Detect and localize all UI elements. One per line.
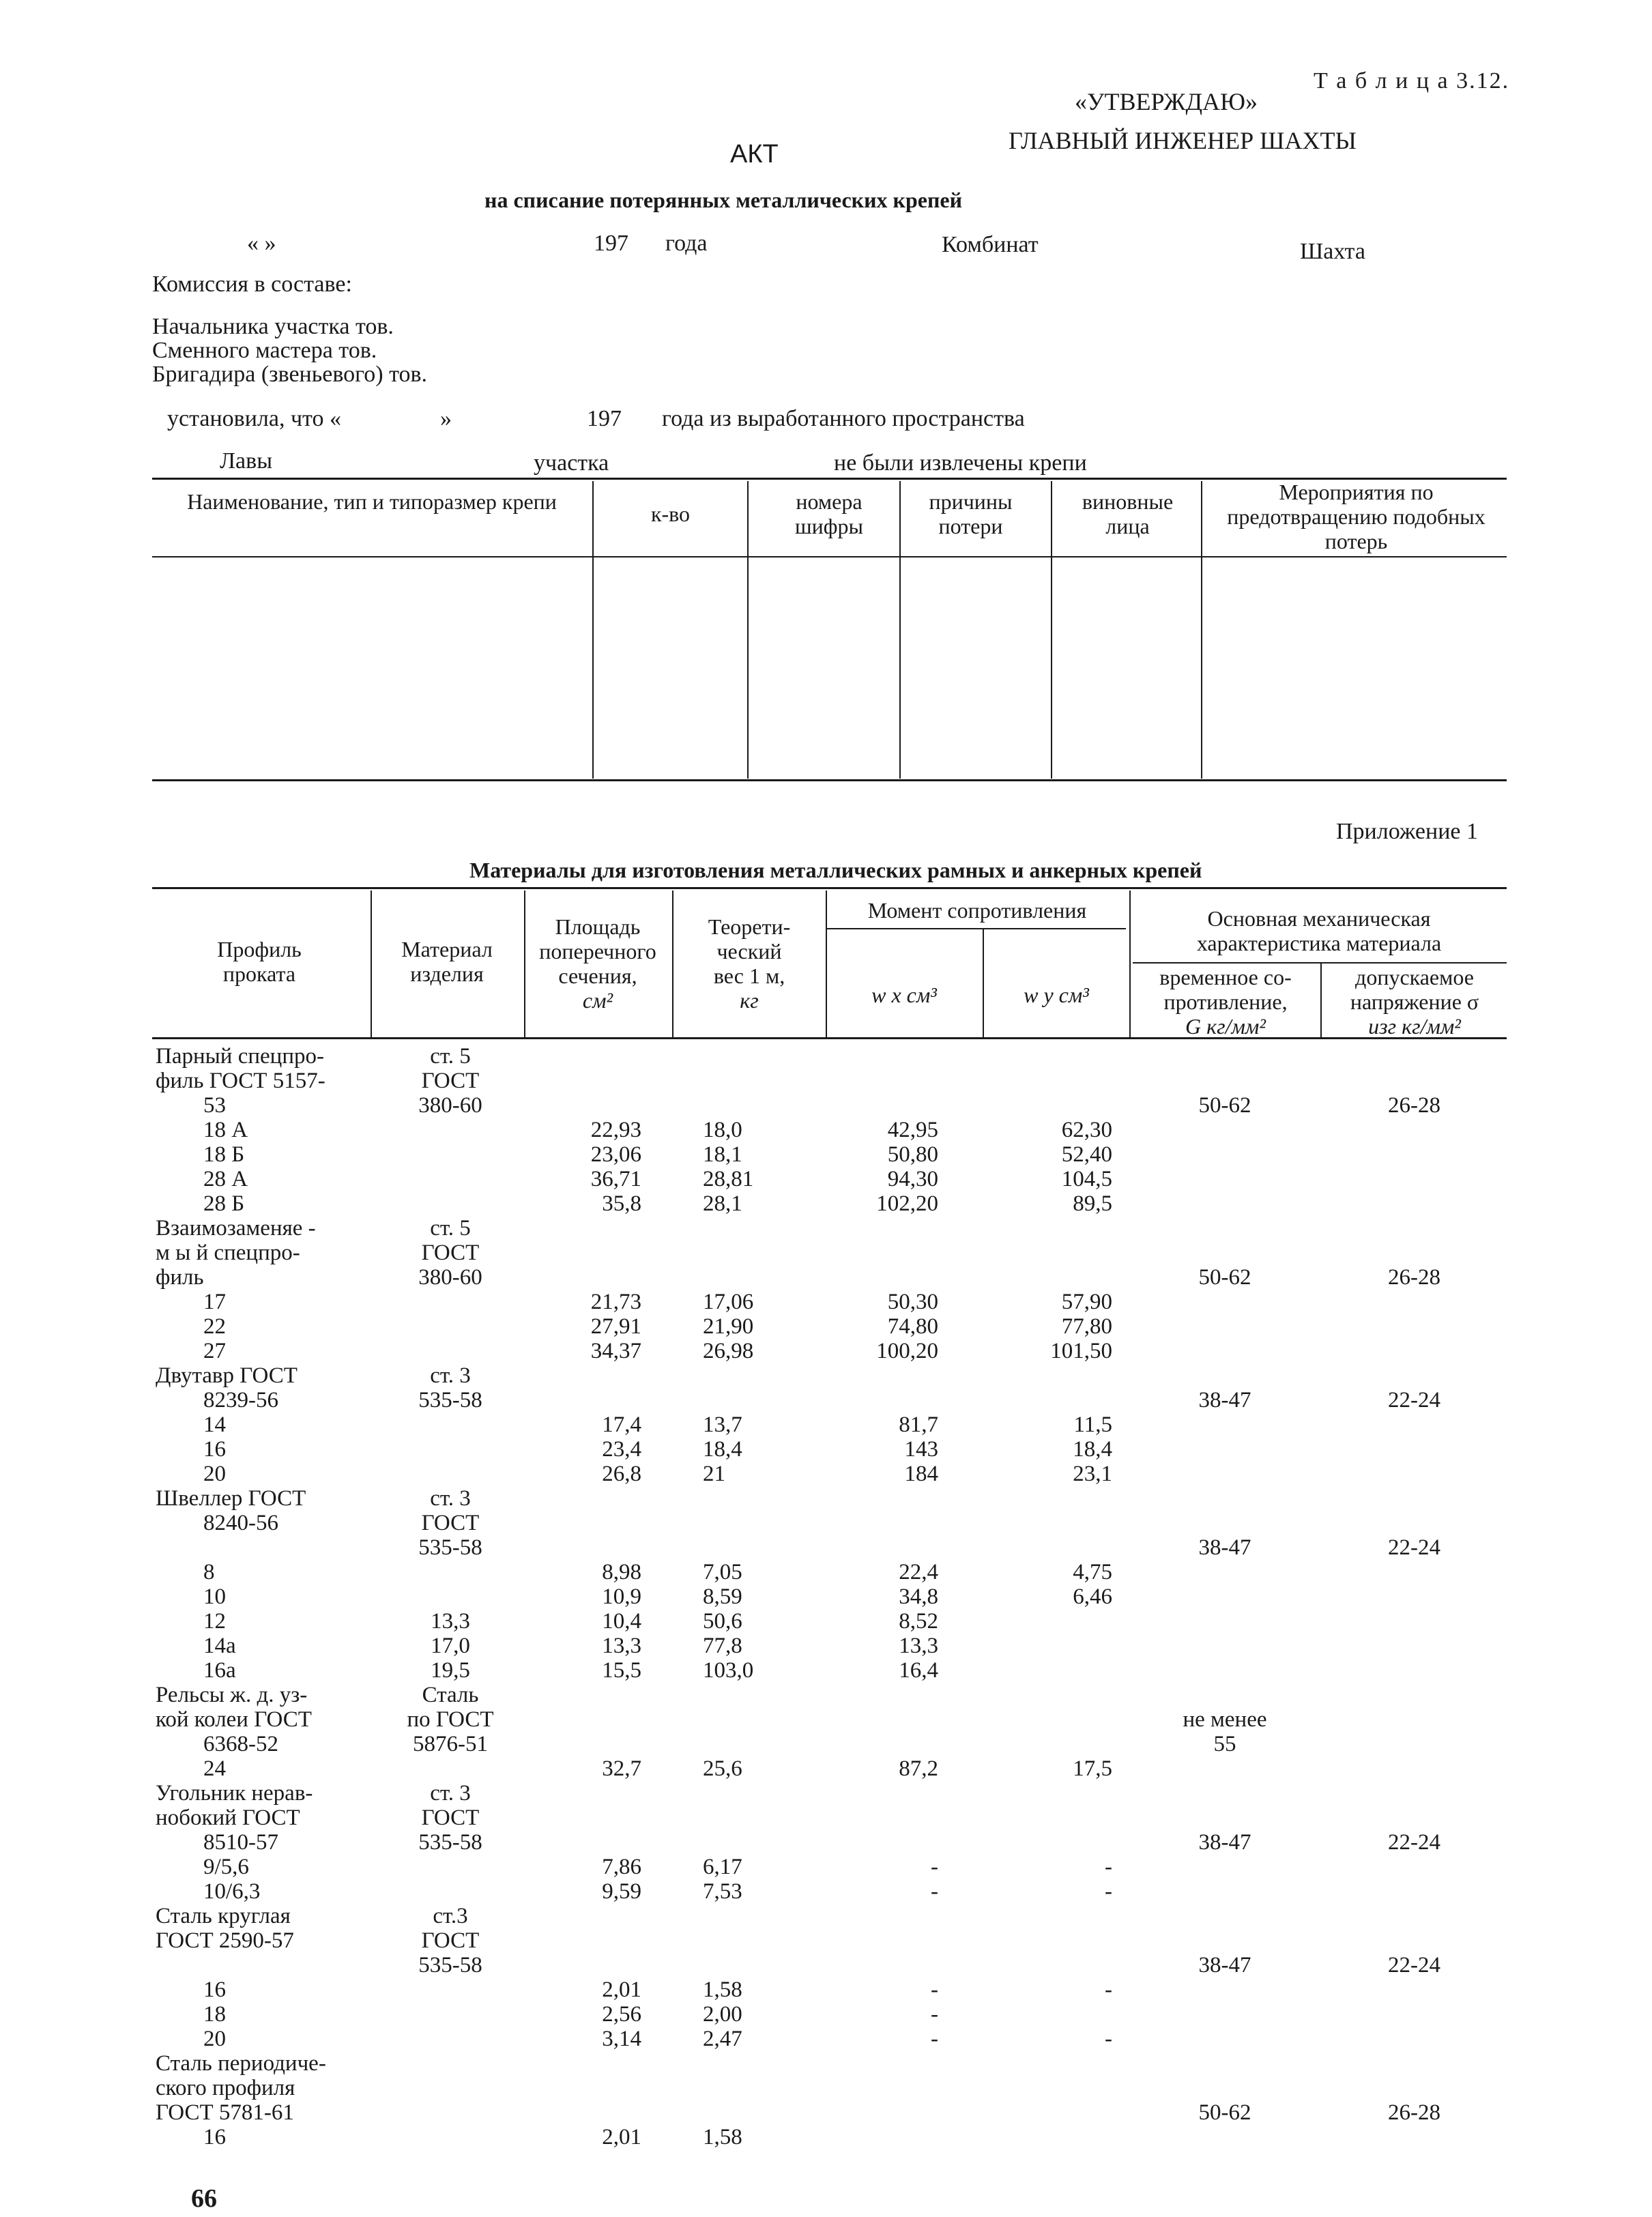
mat-cell-material: 535-58 xyxy=(418,1953,482,1977)
quote-close: » xyxy=(440,406,452,431)
hdr-weight-2: ческий xyxy=(716,939,782,963)
mat-cell-weight: 18,1 xyxy=(703,1142,742,1167)
act-col-name: Наименование, тип и типоразмер крепи xyxy=(187,489,557,514)
hdr-mech-1: Основная механическая xyxy=(1207,906,1431,931)
hdr-area-1: Площадь xyxy=(555,914,641,939)
mat-cell-profile: Рельсы ж. д. уз- xyxy=(156,1683,308,1707)
mat-cell-weight: 18,4 xyxy=(703,1437,742,1462)
mat-cell-profile: 8 xyxy=(203,1560,215,1584)
hdr-material-1: Материал xyxy=(401,937,493,961)
act-col-measures: Мероприятия по предотвращению подобных потерь xyxy=(1227,480,1486,553)
mat-cell-wy: - xyxy=(1105,1977,1112,2002)
mat-cell-area: 15,5 xyxy=(602,1658,641,1683)
mat-cell-material: ГОСТ xyxy=(421,1069,480,1093)
mat-cell-profile: 10/6,3 xyxy=(203,1879,261,1904)
act-col-reasons: причины потери xyxy=(929,489,1013,538)
mat-cell-profile: 18 А xyxy=(203,1118,248,1142)
hdr-profile-1: Профиль xyxy=(217,937,302,961)
year-2: 197 xyxy=(587,406,622,431)
mat-cell-allow: 26-28 xyxy=(1388,1265,1440,1290)
mat-cell-wx: 143 xyxy=(904,1437,938,1462)
mat-cell-wy: - xyxy=(1105,2027,1112,2051)
mat-cell-temp: 38-47 xyxy=(1198,1535,1251,1560)
mat-cell-profile: м ы й спецпро- xyxy=(156,1241,300,1265)
not-extracted-label: не были извлечены крепи xyxy=(834,450,1087,476)
mat-cell-temp: 50-62 xyxy=(1198,2100,1251,2125)
from-space-label: года из выработанного пространства xyxy=(662,406,1025,431)
page-number: 66 xyxy=(191,2184,217,2213)
hdr-weight-3: вес 1 м, xyxy=(713,963,785,988)
section-label: участка xyxy=(534,450,609,476)
hdr-moment: Момент сопротивления xyxy=(867,898,1087,923)
mat-cell-wx: 94,30 xyxy=(887,1167,938,1191)
mat-cell-temp: 38-47 xyxy=(1198,1830,1251,1855)
mat-cell-material: ст. 3 xyxy=(430,1363,471,1388)
mat-cell-weight: 7,05 xyxy=(703,1560,742,1584)
appendix-title: Материалы для изготовления металлических рамных и анкерных крепей xyxy=(469,858,1202,882)
mat-cell-profile: 8240-56 xyxy=(203,1511,278,1535)
mat-cell-weight: 1,58 xyxy=(703,1977,742,2002)
mat-cell-allow: 22-24 xyxy=(1388,1388,1440,1412)
mat-cell-profile: 18 Б xyxy=(203,1142,245,1167)
mat-cell-wx: - xyxy=(931,2027,938,2051)
mat-cell-profile: 20 xyxy=(203,2027,226,2051)
mat-cell-wy: 62,30 xyxy=(1061,1118,1112,1142)
mat-cell-wy: 77,80 xyxy=(1061,1314,1112,1339)
mat-cell-profile: 14 xyxy=(203,1412,226,1437)
mat-cell-weight: 18,0 xyxy=(703,1118,742,1142)
mat-cell-profile: 16 xyxy=(203,2125,226,2149)
mat-cell-material: ст. 3 xyxy=(430,1486,471,1511)
mat-cell-wy: 52,40 xyxy=(1061,1142,1112,1167)
mat-cell-area: 8,98 xyxy=(602,1560,641,1584)
mat-cell-area: 2,01 xyxy=(602,1977,641,2002)
mat-cell-weight: 13,7 xyxy=(703,1412,742,1437)
mat-cell-material: ст.3 xyxy=(433,1904,468,1928)
mat-cell-profile: кой колеи ГОСТ xyxy=(156,1707,312,1732)
mat-cell-weight: 2,00 xyxy=(703,2002,742,2027)
mat-cell-area: 21,73 xyxy=(590,1290,641,1314)
hdr-profile-2: проката xyxy=(222,961,296,986)
mat-cell-temp: не менее xyxy=(1183,1707,1267,1732)
mat-cell-wy: 17,5 xyxy=(1073,1756,1112,1781)
mat-cell-profile: Сталь круглая xyxy=(156,1904,291,1928)
mat-cell-wy: - xyxy=(1105,1879,1112,1904)
mat-cell-area: 10,4 xyxy=(602,1609,641,1634)
mat-cell-profile: Угольник нерав- xyxy=(156,1781,313,1806)
hdr-wy: w y см³ xyxy=(1024,983,1089,1007)
mat-cell-material: ст. 5 xyxy=(430,1044,471,1069)
mat-cell-wx: 102,20 xyxy=(876,1191,938,1216)
year-word-1: года xyxy=(665,231,708,256)
mat-cell-area: 17,4 xyxy=(602,1412,641,1437)
approve-stamp: «УТВЕРЖДАЮ» xyxy=(1075,88,1258,115)
kombinat-label: Комбинат xyxy=(942,232,1039,257)
appendix-label: Приложение 1 xyxy=(1336,819,1478,844)
mat-cell-weight: 6,17 xyxy=(703,1855,742,1879)
mat-cell-temp: 50-62 xyxy=(1198,1093,1251,1118)
mat-cell-material: Сталь xyxy=(422,1683,479,1707)
mat-cell-profile: филь ГОСТ 5157- xyxy=(156,1069,325,1093)
mat-cell-profile: 9/5,6 xyxy=(203,1855,249,1879)
mat-cell-weight: 17,06 xyxy=(703,1290,754,1314)
mat-cell-area: 3,14 xyxy=(602,2027,641,2051)
mat-cell-profile: 8510-57 xyxy=(203,1830,278,1855)
commission-member-2: Сменного мастера тов. xyxy=(152,338,377,363)
mat-cell-material: 5876-51 xyxy=(413,1732,488,1756)
mat-cell-wx: 81,7 xyxy=(899,1412,938,1437)
mat-cell-temp: 55 xyxy=(1213,1732,1236,1756)
hdr-material-2: изделия xyxy=(410,961,484,986)
commission-member-3: Бригадира (звеньевого) тов. xyxy=(152,362,428,387)
mat-cell-weight: 1,58 xyxy=(703,2125,742,2149)
mat-cell-profile: 24 xyxy=(203,1756,226,1781)
mat-cell-profile: 28 А xyxy=(203,1167,248,1191)
mat-cell-area: 10,9 xyxy=(602,1584,641,1609)
mat-cell-material: 17,0 xyxy=(431,1634,470,1658)
mat-cell-profile: 16 xyxy=(203,1437,226,1462)
mat-cell-weight: 50,6 xyxy=(703,1609,742,1634)
mat-cell-weight: 21 xyxy=(703,1462,725,1486)
mat-cell-wx: 184 xyxy=(904,1462,938,1486)
mat-cell-wy: 11,5 xyxy=(1073,1412,1112,1437)
table-number: Т а б л и ц а 3.12. xyxy=(1314,68,1510,93)
mat-cell-material: ст. 3 xyxy=(430,1781,471,1806)
mat-cell-profile: Швеллер ГОСТ xyxy=(156,1486,306,1511)
mat-cell-area: 23,4 xyxy=(602,1437,641,1462)
mat-cell-material: 19,5 xyxy=(431,1658,470,1683)
hdr-area-2: поперечного xyxy=(539,939,656,963)
mat-cell-profile: ГОСТ 2590-57 xyxy=(156,1928,294,1953)
mat-cell-material: 380-60 xyxy=(418,1265,482,1290)
mat-cell-material: 535-58 xyxy=(418,1388,482,1412)
mat-cell-weight: 28,81 xyxy=(703,1167,754,1191)
mat-cell-weight: 26,98 xyxy=(703,1339,754,1363)
mat-cell-profile: нобокий ГОСТ xyxy=(156,1806,300,1830)
mat-cell-area: 27,91 xyxy=(590,1314,641,1339)
mat-cell-material: 535-58 xyxy=(418,1830,482,1855)
commission-label: Комиссия в составе: xyxy=(152,272,352,297)
mat-cell-weight: 2,47 xyxy=(703,2027,742,2051)
mat-cell-weight: 7,53 xyxy=(703,1879,742,1904)
mat-cell-wx: - xyxy=(931,1879,938,1904)
mat-cell-area: 26,8 xyxy=(602,1462,641,1486)
mat-cell-area: 34,37 xyxy=(590,1339,641,1363)
year-1: 197 xyxy=(594,231,628,256)
mat-cell-profile: 28 Б xyxy=(203,1191,245,1216)
mat-cell-profile: 20 xyxy=(203,1462,226,1486)
mat-cell-material: ГОСТ xyxy=(421,1241,480,1265)
date-quotes: « » xyxy=(247,231,276,256)
mat-cell-wx: 22,4 xyxy=(899,1560,938,1584)
mat-cell-wx: 50,30 xyxy=(887,1290,938,1314)
hdr-weight-1: Теорети- xyxy=(708,914,791,939)
mat-cell-profile: Взаимозаменяе - xyxy=(156,1216,316,1241)
hdr-temp-3: G кг/мм² xyxy=(1185,1014,1266,1039)
mat-cell-allow: 22-24 xyxy=(1388,1535,1440,1560)
mat-cell-wx: - xyxy=(931,1855,938,1879)
mat-cell-material: ГОСТ xyxy=(421,1928,480,1953)
mat-cell-wy: 57,90 xyxy=(1061,1290,1112,1314)
mat-cell-profile: филь xyxy=(156,1265,204,1290)
mat-cell-profile: Парный спецпро- xyxy=(156,1044,324,1069)
hdr-area-4: см² xyxy=(582,988,613,1013)
mat-cell-wx: 13,3 xyxy=(899,1634,938,1658)
mat-cell-allow: 22-24 xyxy=(1388,1953,1440,1977)
hdr-allow-1: допускаемое xyxy=(1355,965,1474,989)
mat-cell-profile: 18 xyxy=(203,2002,226,2027)
act-col-responsible: виновные лица xyxy=(1082,489,1174,538)
mat-cell-allow: 22-24 xyxy=(1388,1830,1440,1855)
hdr-temp-1: временное со- xyxy=(1159,965,1292,989)
mat-cell-area: 32,7 xyxy=(602,1756,641,1781)
mat-cell-wy: 6,46 xyxy=(1073,1584,1112,1609)
mat-cell-profile: 6368-52 xyxy=(203,1732,278,1756)
mat-cell-wx: 42,95 xyxy=(887,1118,938,1142)
hdr-mech-2: характеристика материала xyxy=(1196,931,1442,955)
mat-cell-profile: 8239-56 xyxy=(203,1388,278,1412)
mat-cell-material: 380-60 xyxy=(418,1093,482,1118)
mat-cell-weight: 28,1 xyxy=(703,1191,742,1216)
mat-cell-profile: 16а xyxy=(203,1658,236,1683)
mat-cell-profile: 12 xyxy=(203,1609,226,1634)
mat-cell-wx: 50,80 xyxy=(887,1142,938,1167)
mat-cell-profile: 14а xyxy=(203,1634,236,1658)
mat-cell-profile: Сталь периодиче- xyxy=(156,2051,326,2076)
mat-cell-profile: 16 xyxy=(203,1977,226,2002)
established-label: установила, что « xyxy=(167,406,341,431)
act-col-numbers: номера шифры xyxy=(795,489,863,538)
mat-cell-wx: 100,20 xyxy=(876,1339,938,1363)
mat-cell-wy: 104,5 xyxy=(1061,1167,1112,1191)
mat-cell-area: 35,8 xyxy=(602,1191,641,1216)
mat-cell-area: 13,3 xyxy=(602,1634,641,1658)
mat-cell-material: по ГОСТ xyxy=(407,1707,494,1732)
act-subtitle: на списание потерянных металлических крепей xyxy=(484,188,963,212)
mat-cell-allow: 26-28 xyxy=(1388,2100,1440,2125)
mat-cell-wx: 34,8 xyxy=(899,1584,938,1609)
mat-cell-wy: 101,50 xyxy=(1050,1339,1112,1363)
mat-cell-area: 2,56 xyxy=(602,2002,641,2027)
mat-cell-temp: 38-47 xyxy=(1198,1388,1251,1412)
mat-cell-wx: - xyxy=(931,1977,938,2002)
mat-cell-weight: 103,0 xyxy=(703,1658,754,1683)
mat-cell-weight: 8,59 xyxy=(703,1584,742,1609)
mat-cell-area: 7,86 xyxy=(602,1855,641,1879)
chief-engineer: ГЛАВНЫЙ ИНЖЕНЕР ШАХТЫ xyxy=(1009,127,1357,154)
mat-cell-material: 535-58 xyxy=(418,1535,482,1560)
mat-cell-profile: 17 xyxy=(203,1290,226,1314)
mat-cell-profile: Двутавр ГОСТ xyxy=(156,1363,298,1388)
mat-cell-area: 2,01 xyxy=(602,2125,641,2149)
mat-cell-profile: 10 xyxy=(203,1584,226,1609)
hdr-temp-2: противление, xyxy=(1163,989,1288,1014)
mat-cell-temp: 38-47 xyxy=(1198,1953,1251,1977)
mat-cell-profile: 27 xyxy=(203,1339,226,1363)
commission-member-1: Начальника участка тов. xyxy=(152,314,394,339)
mat-cell-weight: 25,6 xyxy=(703,1756,742,1781)
mat-cell-material: ст. 5 xyxy=(430,1216,471,1241)
mat-cell-wx: 74,80 xyxy=(887,1314,938,1339)
mat-cell-profile: ского профиля xyxy=(156,2076,295,2100)
mat-cell-area: 9,59 xyxy=(602,1879,641,1904)
mat-cell-wx: 87,2 xyxy=(899,1756,938,1781)
mat-cell-wx: 16,4 xyxy=(899,1658,938,1683)
hdr-allow-2: напряжение σ xyxy=(1350,989,1479,1014)
mat-cell-temp: 50-62 xyxy=(1198,1265,1251,1290)
mat-cell-weight: 21,90 xyxy=(703,1314,754,1339)
hdr-weight-4: кг xyxy=(740,988,759,1013)
mat-cell-profile: 22 xyxy=(203,1314,226,1339)
mat-cell-wy: 89,5 xyxy=(1073,1191,1112,1216)
mat-cell-wx: 8,52 xyxy=(899,1609,938,1634)
lava-label: Лавы xyxy=(220,448,273,474)
act-col-qty: к-во xyxy=(650,502,691,526)
mat-cell-area: 36,71 xyxy=(590,1167,641,1191)
mat-cell-wx: - xyxy=(931,2002,938,2027)
mat-cell-wy: 23,1 xyxy=(1073,1462,1112,1486)
mat-cell-allow: 26-28 xyxy=(1388,1093,1440,1118)
mat-cell-area: 23,06 xyxy=(590,1142,641,1167)
mat-cell-profile: ГОСТ 5781-61 xyxy=(156,2100,294,2125)
mat-cell-material: ГОСТ xyxy=(421,1511,480,1535)
shakhta-label: Шахта xyxy=(1300,239,1365,264)
act-title: АКТ xyxy=(730,140,779,169)
mat-cell-wy: 4,75 xyxy=(1073,1560,1112,1584)
mat-cell-wy: - xyxy=(1105,1855,1112,1879)
mat-cell-weight: 77,8 xyxy=(703,1634,742,1658)
mat-cell-profile: 53 xyxy=(203,1093,226,1118)
hdr-wx: w x см³ xyxy=(871,983,937,1007)
hdr-area-3: сечения, xyxy=(558,963,637,988)
hdr-allow-3: изг кг/мм² xyxy=(1368,1014,1461,1039)
mat-cell-area: 22,93 xyxy=(590,1118,641,1142)
mat-cell-material: ГОСТ xyxy=(421,1806,480,1830)
mat-cell-material: 13,3 xyxy=(431,1609,470,1634)
mat-cell-wy: 18,4 xyxy=(1073,1437,1112,1462)
